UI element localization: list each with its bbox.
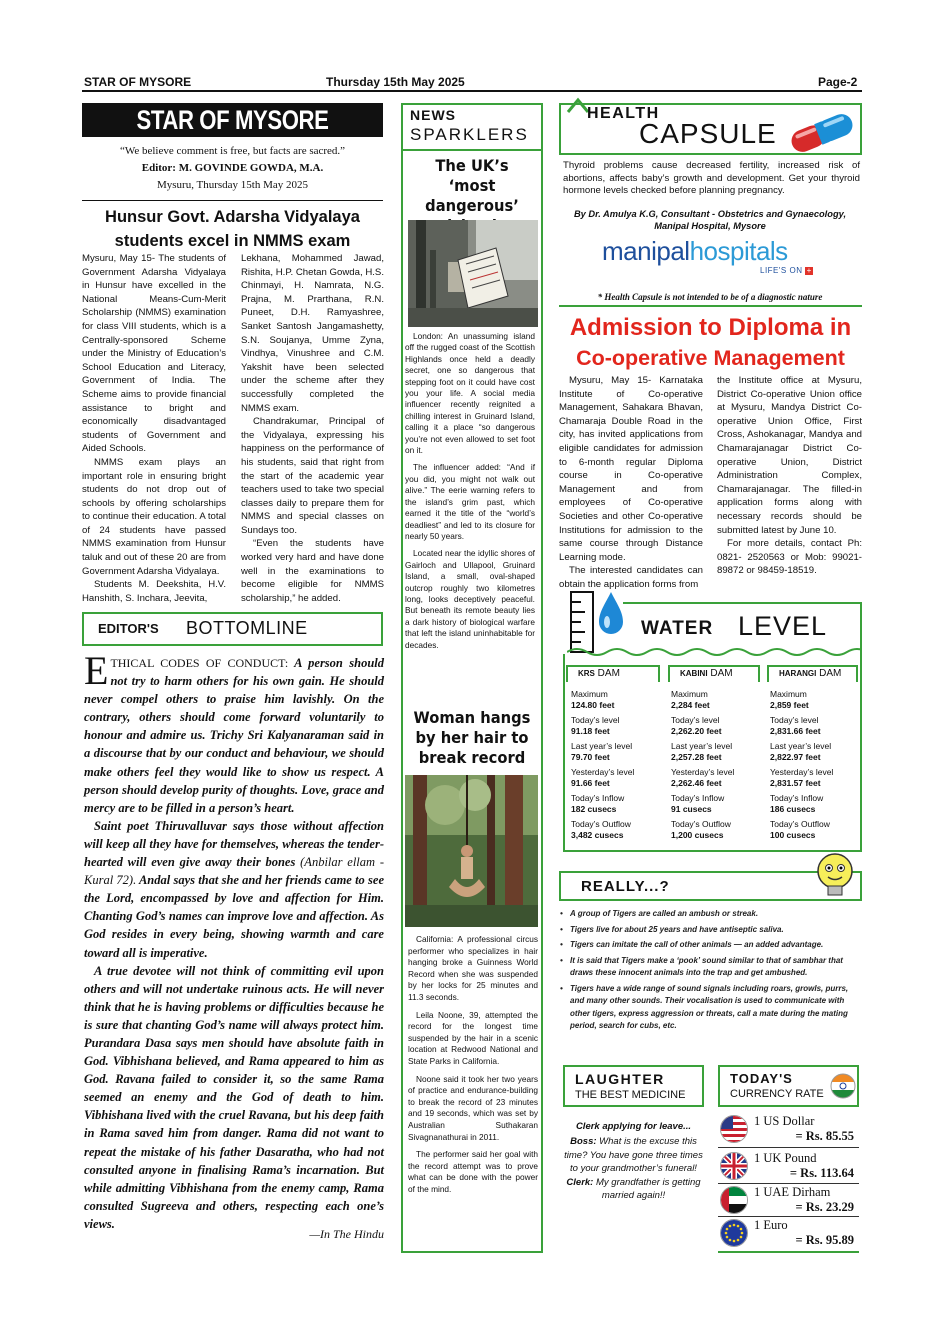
masthead-page-number: Page-2 xyxy=(818,75,858,89)
diploma-headline-2: Co-operative Management xyxy=(576,346,845,370)
currency-header xyxy=(718,1065,859,1107)
health-label-prefix: HEALTH xyxy=(587,105,660,122)
stat-label: Maximum xyxy=(671,689,708,699)
bottomline-body xyxy=(84,648,385,1233)
hunsur-paragraph: NMMS exam plays an important role in ensuring bright students do not drop out of schools by offering scholarships to continue their education. A total of 24 students have passed NMMS examination from Hunsur taluk and out of these 20 are from Government Adarsha Vidyalaya. xyxy=(82,456,227,577)
currency-row-gbp xyxy=(718,1150,858,1180)
bottomline-label-prefix: EDITOR'S xyxy=(98,621,159,636)
story1-paragraph: The influencer added: “And if you did, you might not walk out alive.” The eerie warning refers to the island’s grim past, which earned it the title of the “world’s deadliest” and led to its closure for nearly 50 years. xyxy=(405,462,535,541)
diploma-paragraph: the Institute office at Mysuru, District Co-operative Union office at Mysuru, Mandya District Co-operative Union Office, First Cross, Ashokanagar, Mandya and Chamarajanagar District Co-operative Union, District Administration Complex, Chamarajanagar. The filled-in application forms along with necessary records should be submitted latest by June 10. xyxy=(717,375,862,536)
currency-name: 1 Euro xyxy=(754,1218,788,1232)
uk-flag-icon xyxy=(720,1152,748,1180)
hunsur-paragraph: “Even the students have worked very hard and have done well in the examinations to become eligible for NMMS scholarship,” he added. xyxy=(241,538,384,604)
krs-dam-prefix: KRS xyxy=(578,669,595,678)
really-item: • Tigers can imitate the call of other animals — an added advantage. xyxy=(560,939,862,952)
island-photo-illustration xyxy=(408,220,538,327)
laughter-title: LAUGHTER xyxy=(575,1071,665,1087)
bottomline-paragraph: A person should not try to harm others for his own gain. He should never compel others to praise him lavishly. On the contrary, others should come forward voluntarily to honour and admire us. Trichy Sri Kalyanaraman said in a discourse that by our conduct and behaviour, we should make others feel they would like to show us respect. A person should develop purity of thoughts. Love, grace and mercy are to be filled in a person’s heart. xyxy=(84,656,384,815)
laughter-joke xyxy=(563,1120,704,1202)
currency-row-usd xyxy=(718,1113,858,1143)
stat-value: 91.18 feet xyxy=(571,726,610,736)
stat-label: Today’s Outflow xyxy=(770,819,830,829)
hair-hanging-photo xyxy=(405,775,538,927)
editor-credit: Editor: M. GOVINDE GOWDA, M.A. xyxy=(141,162,324,174)
really-title: REALLY...? xyxy=(581,878,670,895)
diploma-paragraph: The interested candidates can obtain the application forms from xyxy=(559,565,703,590)
krs-dam-suffix: DAM xyxy=(597,668,620,679)
harangi-dam-header xyxy=(767,665,858,682)
stat-value: 2,822.97 feet xyxy=(770,752,821,762)
eu-flag-icon xyxy=(720,1219,748,1247)
story2-paragraph: The performer said her goal with the record attempt was to prove what can be done with the power of the mind. xyxy=(408,1149,538,1194)
story1-body xyxy=(405,331,535,651)
really-item: • Tigers have a wide range of sound signals including roars, growls, purrs, and many other sounds. Their vocalisation is used to communicate with other tigers, express aggression or threats, call a mate during the mating period, search for cubs, etc. xyxy=(560,983,862,1033)
joke-clerk-label: Clerk: xyxy=(566,1176,594,1188)
india-flag-icon xyxy=(830,1073,856,1099)
water-label-prefix: WATER xyxy=(641,618,714,639)
harangi-dam-suffix: DAM xyxy=(819,668,842,679)
stat-value: 2,859 feet xyxy=(770,700,809,710)
stat-label: Today’s Inflow xyxy=(571,793,625,803)
editorial-divider xyxy=(82,200,383,201)
stat-value: 1,200 cusecs xyxy=(671,830,724,840)
diploma-paragraph: Mysuru, May 15- Karnataka Institute of Co-operative Management, Sahakara Bhavan, Chamaraja Double Road in the city, has invited applications from eligible candidates for admission to 6-month regular Diploma course in Co-operative Management and from employees of Co-operative Societies and other Co-operative Institutions for admission to the same course through Distance Learning mode. xyxy=(559,375,703,563)
joke-boss-label: Boss: xyxy=(570,1136,597,1148)
stat-value: 2,262.46 feet xyxy=(671,778,722,788)
hunsur-column-2 xyxy=(241,252,384,605)
plus-icon: + xyxy=(806,265,812,275)
really-item: • A group of Tigers are called an ambush or streak. xyxy=(560,908,862,921)
diploma-headline-1: Admission to Diploma in xyxy=(569,314,852,341)
editorial-dateline: Mysuru, Thursday 15th May 2025 xyxy=(156,179,309,191)
bottomline-credit: —In The Hindu xyxy=(309,1227,384,1241)
uae-flag-icon xyxy=(720,1186,748,1214)
capsule-pill-icon xyxy=(780,110,864,156)
currency-title-prefix: TODAY'S xyxy=(730,1071,793,1086)
manipal-logo-part-1: manipal xyxy=(602,236,690,266)
story1-paragraph: London: An unassuming island off the rugged coast of the Scottish Highlands once held a deadly secret, one so dangerous that stepping foot on it could have cost you your life. A social media influencer recently reignited a chilling interest in Gruinard Island, calling it a place “so dangerous you’re not even allowed to set foot on it. xyxy=(405,331,535,456)
bottomline-paragraph: A true devotee will not think of committing evil upon others and will not undertake ruinous acts. He will never think that he is having problems or difficulties because he is sure that chanting God’s name will always protect him. Purandara Dasa says men should have absolute faith in God. Vibhishana believed, and Rama appeared to him as God. Ravana failed to consider it, so the same Rama seemed an enemy and the God of death to him. Vibhishana lived with the cruel Ravana, but his deep faith in Rama saved him from danger. Rama did not want to repeat the mistake of his father Dasaratha, who had not consulted anyone in finalising Rama’s incarnation. But while admitting Vibhishana from the enemy camp, Rama consulted Sugreeva and others, respecting each one’s views. xyxy=(84,963,384,1231)
bottomline-header xyxy=(82,612,383,646)
kabini-dam-prefix: KABINI xyxy=(680,669,708,678)
stat-label: Today’s Inflow xyxy=(671,793,725,803)
currency-rate: = Rs. 23.29 xyxy=(795,1200,854,1214)
stat-value: 2,262.20 feet xyxy=(671,726,722,736)
health-bottom-rule xyxy=(559,305,862,307)
currency-rate: = Rs. 95.89 xyxy=(795,1233,854,1247)
manipal-tagline-text: LIFE'S ON xyxy=(760,266,803,275)
stat-value: 182 cusecs xyxy=(571,804,617,814)
stat-label: Today’s level xyxy=(671,715,720,725)
stat-label: Today’s level xyxy=(571,715,620,725)
health-body: Thyroid problems cause decreased fertility, increased risk of abortions, affects baby’s growth and development. Get your thyroid hormone levels checked before planning pregnancy. xyxy=(563,160,860,197)
story1-title: The UK’s ‘most dangerous’ xyxy=(425,156,519,215)
stat-value: 124.80 feet xyxy=(571,700,615,710)
currency-rate: = Rs. 85.55 xyxy=(795,1129,854,1143)
stat-label: Last year’s level xyxy=(671,741,733,751)
health-disclaimer: * Health Capsule is not intended to be of a diagnostic nature xyxy=(597,292,823,302)
currency-name: 1 US Dollar xyxy=(754,1114,815,1128)
joke-boss-line xyxy=(563,1135,704,1175)
manipal-tagline xyxy=(760,266,813,275)
bottomline-dropcap: E xyxy=(84,648,109,693)
stat-value: 100 cusecs xyxy=(770,830,816,840)
currency-name: 1 UAE Dirham xyxy=(754,1185,831,1199)
stat-label: Today’s level xyxy=(770,715,819,725)
laughter-subtitle: THE BEST MEDICINE xyxy=(575,1089,686,1101)
stat-label: Yesterday’s level xyxy=(671,767,735,777)
story2-title: Woman hangs by her hair to break record xyxy=(413,708,531,767)
paper-motto: “We believe comment is free, but facts are sacred.” xyxy=(119,145,346,157)
sparklers-divider xyxy=(403,149,541,151)
currency-row-aed xyxy=(718,1184,858,1214)
lightbulb-icon xyxy=(812,851,858,901)
stat-label: Maximum xyxy=(770,689,807,699)
harangi-dam-prefix: HARANGI xyxy=(779,669,817,678)
bottomline-label: BOTTOMLINE xyxy=(186,618,308,638)
currency-bottom-rule xyxy=(718,1251,859,1253)
laughter-header xyxy=(563,1065,704,1107)
stat-label: Yesterday’s level xyxy=(770,767,834,777)
manipal-logo xyxy=(602,236,788,266)
sparklers-label: SPARKLERS xyxy=(410,125,529,144)
diploma-paragraph: For more details, contact Ph: 0821- 2520563 or Mob: 99021-89872 or 98459-18519. xyxy=(717,538,862,577)
masthead-date: Thursday 15th May 2025 xyxy=(326,75,465,89)
really-list xyxy=(560,908,862,1036)
island-photo xyxy=(408,220,538,327)
diploma-column-1 xyxy=(559,374,703,592)
stat-label: Yesterday’s level xyxy=(571,767,635,777)
really-item: • Tigers live for about 25 years and have antiseptic saliva. xyxy=(560,924,862,937)
hunsur-paragraph: Mysuru, May 15- The students of Government Adarsha Vidyalaya in Hunsur have excelled in the National Means-Cum-Merit Scholarship (NMMS) examination for class VIII students, which is a Centrally-sponsored Scheme under the Ministry of Education’s School Education and Literacy, Government of India. The Scheme aims to provide financial assistance to bright and economically disadvantaged students of Government and Aided Schools. xyxy=(82,253,226,455)
paper-logo xyxy=(82,103,383,137)
story2-paragraph: California: A professional circus performer who specializes in hair hanging broke a Guinness World Record when she was suspended by her locks for 25 minutes and 11.3 seconds. xyxy=(408,934,538,1002)
currency-divider xyxy=(718,1147,859,1148)
water-label: LEVEL xyxy=(738,611,828,641)
story2-body xyxy=(408,934,538,1195)
story2-paragraph: Leila Noone, 39, attempted the record for the longest time suspended by the hair in a scenic location at Redwood National and State Parks in California. xyxy=(408,1009,538,1066)
stat-value: 2,257.28 feet xyxy=(671,752,722,762)
stat-label: Today’s Outflow xyxy=(671,819,731,829)
hunsur-headline: Hunsur Govt. Adarsha Vidyalaya students excel in NMMS exam xyxy=(105,208,360,250)
currency-title: CURRENCY RATE xyxy=(730,1088,824,1100)
stat-value: 2,831.66 feet xyxy=(770,726,821,736)
joke-clerk-line xyxy=(563,1176,704,1203)
masthead-rule xyxy=(82,90,862,92)
really-item: • It is said that Tigers make a ‘pook’ sound similar to that of sambhar that draws these innocent animals into the trap and get ambushed. xyxy=(560,955,862,980)
stat-label: Last year’s level xyxy=(571,741,633,751)
masthead-paper-name: STAR OF MYSORE xyxy=(84,75,192,89)
kabini-dam-header xyxy=(668,665,760,682)
hunsur-paragraph: Lekhana, Mohammed Jawad, Rishita, H.P. Chetan Gowda, H.S. Chinmayi, H. Namrata, N.G. Prajna, M. Prarthana, R.N. Puneet, D.H. Ramyashree, Sanket Santosh Jangamashetty, S.N. Soujanya, Umme Zyna, Vindhya, Vinushree and C.M. Yakshit have been selected under the scheme after they successfully completed the NMMS exam. xyxy=(241,253,384,414)
sparklers-label-prefix: NEWS xyxy=(410,107,456,123)
joke-lead: Clerk applying for leave... xyxy=(575,1121,692,1132)
story2-paragraph: Noone said it took her two years of practice and endurance-building to break the record of 23 minutes and 19 seconds, which was set by Australian Suthakaran Sivagnanathurai in 2011. xyxy=(408,1073,538,1142)
stat-value: 2,284 feet xyxy=(671,700,710,710)
bottomline-citation: (Anbilar ellam - Kural 72). xyxy=(84,855,385,888)
stat-value: 3,482 cusecs xyxy=(571,830,624,840)
stat-value: 79.70 feet xyxy=(571,752,610,762)
stat-label: Today’s Outflow xyxy=(571,819,631,829)
hair-hanging-photo-illustration xyxy=(405,775,538,927)
currency-rate: = Rs. 113.64 xyxy=(789,1166,854,1180)
bottomline-paragraph: Saint poet Thiruvalluvar says those without affection will keep all they have for themselves, whereas the tender-hearted will even give away their bones xyxy=(84,818,384,870)
stat-value: 186 cusecs xyxy=(770,804,816,814)
manipal-logo-part-2: hospitals xyxy=(689,236,788,266)
health-byline-2: Manipal Hospital, Mysore xyxy=(654,221,766,231)
kabini-dam-suffix: DAM xyxy=(710,668,733,679)
krs-dam-header xyxy=(566,665,660,682)
bottomline-paragraph: Andal says that she and her friends came to see the Lord, encompassed by love and affection for Him. Chanting God’s names can improve love and affection. As God resides in every being, showing warmth and care toward all is imperative. xyxy=(84,873,384,960)
currency-name: 1 UK Pound xyxy=(754,1151,817,1165)
stat-value: 91.66 feet xyxy=(571,778,610,788)
hunsur-paragraph: Chandrakumar, Principal of the Vidyalaya, expressing his happiness on the performance of his students, said that right from the start of the academic year teachers used to take two special classes daily to prepare them for NMMS and special classes on Sundays too. xyxy=(241,416,384,536)
us-flag-icon xyxy=(720,1115,748,1143)
stat-label: Today’s Inflow xyxy=(770,793,824,803)
joke-clerk-text: My grandfather is getting married again!! xyxy=(596,1176,701,1202)
stat-label: Last year’s level xyxy=(770,741,832,751)
currency-row-eur xyxy=(718,1217,858,1247)
joke-boss-text: What is the excuse this time? You have gone three times to your grandmother’s funeral! xyxy=(564,1136,703,1175)
stat-value: 91 cusecs xyxy=(671,804,712,814)
stat-value: 2,831.57 feet xyxy=(770,778,821,788)
hunsur-column-1 xyxy=(82,252,226,605)
hunsur-paragraph: Students M. Deekshita, H.V. Hanshith, S. Inchara, Jeevita, xyxy=(82,579,226,604)
health-byline-1: By Dr. Amulya K.G, Consultant - Obstetrics and Gynaecology, xyxy=(573,209,847,219)
story1-paragraph: Located near the idyllic shores of Gairloch and Ullapool, Gruinard Island, a small, oval-shaped outcrop roughly two kilometres long, looks deceptively peaceful. But beneath its remote beauty lies a dark history of biological warfare that left the island uninhabitable for decades. xyxy=(405,548,535,650)
diploma-column-2 xyxy=(717,374,862,578)
harangi-dam-stats xyxy=(770,689,860,845)
krs-dam-stats xyxy=(571,689,665,845)
health-label: CAPSULE xyxy=(639,118,777,149)
bottomline-lead-caps: THICAL CODES OF CONDUCT: xyxy=(110,656,289,670)
paper-logo-text: STAR OF MYSORE xyxy=(136,105,329,135)
water-wave-divider xyxy=(567,646,860,658)
kabini-dam-stats xyxy=(671,689,765,845)
stat-label: Maximum xyxy=(571,689,608,699)
